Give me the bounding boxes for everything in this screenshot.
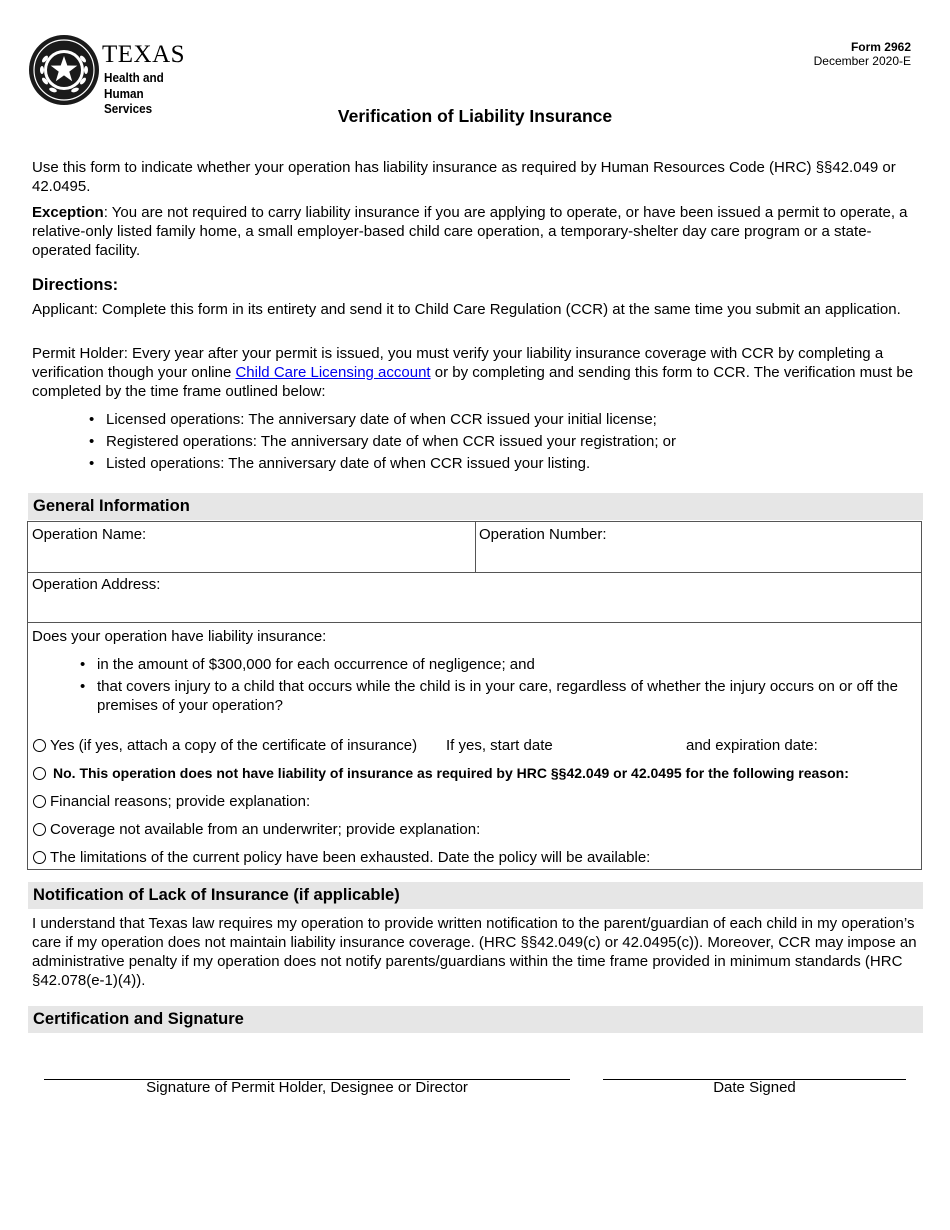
directions-heading: Directions: [32,276,119,294]
general-information-table [27,521,922,870]
option-coverage-row [33,820,480,839]
exception-paragraph [32,203,917,260]
permit-text-post: or by completing and sending this form to CCR. The verification must be completed by the time frame outlined below: [32,364,914,400]
option-yes-label: Yes (if yes, attach a copy of the certificate of insurance) [50,737,418,754]
certification-band [28,1006,923,1033]
notification-band [28,882,923,909]
option-yes-row [33,736,913,755]
applicant-directions: Applicant: Complete this form in its entirety and send it to Child Care Regulation (CCR) at the same time you submit an application. [32,301,901,318]
limits-exhausted-radio[interactable] [33,851,46,864]
option-no-row [33,764,849,783]
list-item: • in the amount of $300,000 for each occurrence of negligence; and [23,655,913,674]
option-no-label: No. This operation does not have liability of insurance as required by HRC §§42.049 or 42.0495 for the following reason: [53,765,849,781]
page-title: Verification of Liability Insurance [337,106,613,126]
form-identifier [814,40,911,68]
operation-address-label: Operation Address: [32,576,161,593]
texas-seal-icon [28,34,100,106]
option-limits-label: The limitations of the current policy have been exhausted. Date the policy will be available: [50,849,651,866]
intro-text: Use this form to indicate whether your operation has liability insurance as required by Human Resources Code (HRC) §§42.049 or 42.0495. [32,159,896,195]
logo-agency-line2: Services [104,101,153,116]
no-radio[interactable] [33,767,46,780]
list-item: • Listed operations: The anniversary date of when CCR issued your listing. [32,453,917,475]
insurance-requirements-list [23,655,913,715]
date-signed-label: Date Signed [713,1079,796,1096]
form-number: Form 2962 [850,40,911,54]
notification-heading: Notification of Lack of Insurance (if applicable) [33,886,400,904]
operation-address-field[interactable] [32,575,918,619]
option-financial-label: Financial reasons; provide explanation: [50,793,311,810]
permit-text-pre: Permit Holder: Every year after your permit is issued, you must verify your liability insurance coverage with CCR by completing a verification though your online [32,345,884,381]
cell-divider [475,522,476,572]
signature-label: Signature of Permit Holder, Designee or Director [146,1079,468,1096]
option-limits-row [33,848,650,867]
operation-name-field[interactable] [32,525,472,569]
insurance-question: Does your operation have liability insurance: [32,628,327,645]
logo-texas-text: TEXAS [102,41,186,68]
logo-agency-line1: Health and Human [104,70,164,101]
yes-radio[interactable] [33,739,46,752]
general-information-heading: General Information [33,497,190,515]
list-item: • Registered operations: The anniversary date of when CCR issued your registration; or [32,431,917,453]
expiration-date-label: and expiration date: [686,737,818,754]
permit-holder-directions [32,344,917,401]
exception-text: : You are not required to carry liability insurance if you are applying to operate, or have been issued a permit to operate, a relative-only listed family home, a small employer-based child care operation, a temporary-shelter day care program or a state-operated facility. [32,204,908,259]
form-date: December 2020-E [813,54,911,68]
child-care-licensing-link[interactable]: Child Care Licensing account [235,364,431,381]
operation-number-field[interactable] [479,525,919,569]
financial-reasons-radio[interactable] [33,795,46,808]
certification-heading: Certification and Signature [33,1010,244,1028]
operation-number-label: Operation Number: [479,526,607,543]
row-divider [28,572,921,573]
notification-text: I understand that Texas law requires my operation to provide written notification to the parent/guardian of each child in my operation’s care if my operation does not maintain liability insurance coverage. (HRC §§42.049(c) or 42.0495(c)). Moreover, CCR may impose an administrative penalty if my operation does not notify parents/guardians within the time frame provided in minimum standards (HRC §42.078(e-1)(4)). [32,915,917,989]
coverage-unavailable-radio[interactable] [33,823,46,836]
list-item: • Licensed operations: The anniversary date of when CCR issued your initial license; [32,409,917,431]
general-information-band [28,493,923,520]
list-item: • that covers injury to a child that occurs while the child is in your care, regardless of whether the injury occurs on or off the premises of your operation? [23,677,913,715]
option-coverage-label: Coverage not available from an underwriter; provide explanation: [50,821,481,838]
timeframe-list [32,409,917,475]
operation-name-label: Operation Name: [32,526,147,543]
hhs-logo [28,34,218,116]
exception-label: Exception [32,204,104,221]
row-divider [28,622,921,623]
start-date-label: If yes, start date [446,737,553,754]
option-financial-row [33,792,310,811]
